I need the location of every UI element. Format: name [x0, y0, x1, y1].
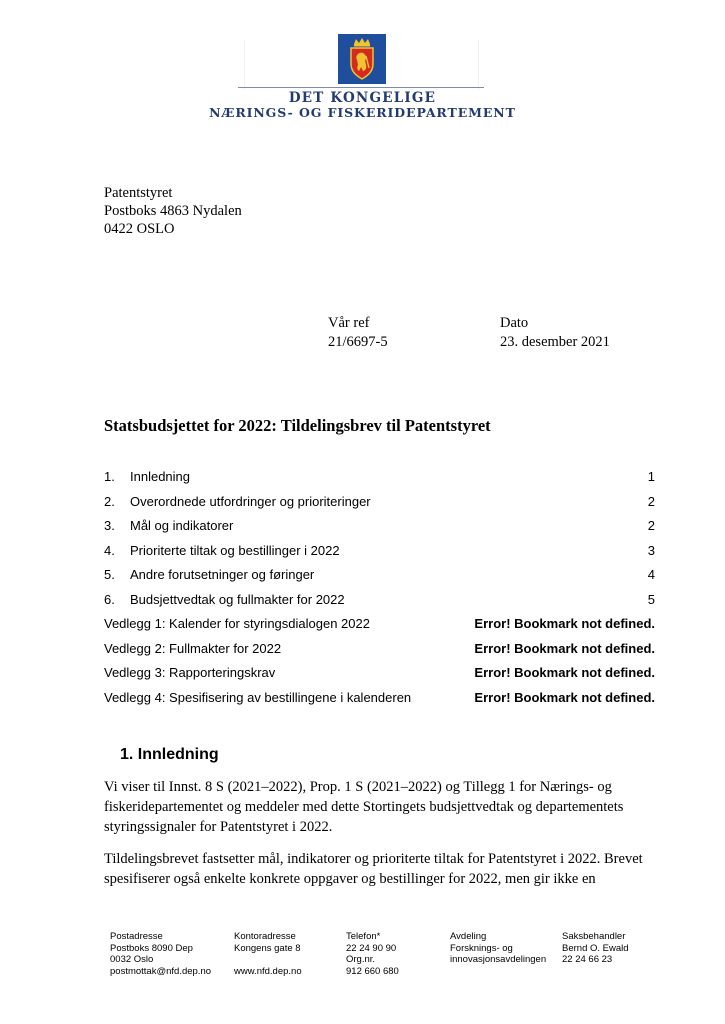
footer-line: innovasjonsavdelingen	[450, 954, 547, 966]
toc-label: Prioriterte tiltak og bestillinger i 2022	[130, 542, 340, 558]
toc-number: 4.	[104, 542, 115, 558]
toc-number: 1.	[104, 469, 115, 484]
footer-postal	[110, 931, 211, 977]
footer-office	[234, 931, 302, 977]
toc-number: 5.	[104, 567, 115, 582]
paragraph-line: spesifiserer også enkelte konkrete oppgaver og bestillinger for 2022, men gir ikke en	[104, 871, 596, 887]
toc-label: Vedlegg 2: Fullmakter for 2022	[104, 640, 282, 656]
toc-number: 3.	[104, 518, 115, 533]
toc-label: Overordnede utfordringer og prioriteringer	[130, 493, 371, 509]
recipient-street: Postboks 4863 Nydalen	[104, 203, 242, 219]
footer-case-officer	[562, 931, 629, 966]
toc-page: Error! Bookmark not defined.	[474, 640, 655, 656]
footer-line: Bernd O. Ewald	[562, 942, 629, 954]
toc-entry[interactable]	[104, 564, 655, 589]
ministry-name-line2: NÆRINGS- OG FISKERIDEPARTEMENT	[209, 105, 516, 120]
letterhead	[0, 0, 725, 130]
footer-label: Saksbehandler	[562, 931, 626, 942]
toc-label: Vedlegg 3: Rapporteringskrav	[104, 665, 276, 680]
document-title: Statsbudsjettet for 2022: Tildelingsbrev til Patentstyret	[104, 416, 491, 435]
date-value: 23. desember 2021	[500, 334, 610, 350]
header-rule	[238, 87, 484, 88]
paragraph-line: styringssignaler for Patentstyret i 2022.	[104, 819, 333, 835]
coat-of-arms-icon	[338, 34, 386, 84]
footer-label: Postadresse	[110, 931, 163, 942]
toc-label: Vedlegg 1: Kalender for styringsdialogen 2022	[104, 616, 370, 631]
footer-line: Org.nr.	[346, 954, 376, 966]
footer-line: 912 660 680	[346, 965, 399, 977]
section-heading: 1. Innledning	[120, 746, 219, 763]
toc-entry[interactable]	[104, 662, 655, 687]
toc-entry[interactable]	[104, 687, 655, 712]
footer-website[interactable]: www.nfd.dep.no	[234, 965, 302, 977]
toc-page: 3	[647, 542, 655, 558]
divider	[244, 40, 245, 90]
footer-email[interactable]: postmottak@nfd.dep.no	[110, 965, 212, 977]
ministry-name-line1: DET KONGELIGE	[288, 90, 437, 106]
toc-page: Error! Bookmark not defined.	[474, 665, 655, 680]
toc-page: Error! Bookmark not defined.	[474, 689, 655, 705]
toc-label: Budsjettvedtak og fullmakter for 2022	[130, 591, 345, 607]
toc-page: Error! Bookmark not defined.	[474, 616, 655, 631]
toc-number: 6.	[104, 591, 115, 607]
toc-label: Andre forutsetninger og føringer	[130, 567, 315, 582]
ref-value: 21/6697-5	[328, 334, 388, 350]
footer-line: Forsknings- og	[450, 942, 513, 954]
toc-entry[interactable]	[104, 491, 655, 516]
toc-label: Vedlegg 4: Spesifisering av bestillingene i kalenderen	[104, 689, 412, 705]
toc-entry[interactable]	[104, 638, 655, 663]
toc-number: 2.	[104, 493, 115, 509]
footer-label: Telefon*	[346, 931, 381, 942]
toc-page: 2	[647, 493, 655, 509]
toc-page: 4	[647, 567, 655, 582]
footer-label: Avdeling	[450, 931, 487, 942]
toc-page: 1	[647, 469, 655, 484]
table-of-contents	[104, 466, 655, 711]
paragraph	[104, 849, 659, 889]
paragraph	[104, 777, 659, 837]
footer-line: 22 24 66 23	[562, 954, 613, 966]
footer-phone	[346, 931, 399, 977]
footer-line	[234, 954, 302, 966]
toc-entry[interactable]	[104, 515, 655, 540]
footer-department	[450, 931, 546, 966]
footer-line: 0032 Oslo	[110, 954, 154, 966]
reference-block	[328, 314, 388, 352]
toc-entry[interactable]	[104, 613, 655, 638]
recipient-city: 0422 OSLO	[104, 221, 175, 237]
paragraph-line: fiskeridepartementet og meddeler med dette Stortingets budsjettvedtak og departementets	[104, 799, 624, 815]
toc-page: 5	[647, 591, 655, 607]
date-block	[500, 314, 610, 352]
toc-label: Mål og indikatorer	[130, 518, 234, 533]
toc-page: 2	[647, 518, 655, 533]
recipient-address	[104, 184, 242, 238]
date-label: Dato	[500, 315, 529, 331]
recipient-name: Patentstyret	[104, 185, 173, 201]
ref-label: Vår ref	[328, 315, 370, 331]
divider	[478, 40, 479, 90]
paragraph-line: Tildelingsbrevet fastsetter mål, indikatorer og prioriterte tiltak for Patentstyret i 2022. Brevet	[104, 851, 643, 867]
footer-line: Kongens gate 8	[234, 942, 301, 954]
paragraph-line: Vi viser til Innst. 8 S (2021–2022), Prop. 1 S (2021–2022) og Tillegg 1 for Nærings- og	[104, 779, 612, 795]
footer-line: 22 24 90 90	[346, 942, 397, 954]
toc-label: Innledning	[130, 469, 190, 484]
footer-line: Postboks 8090 Dep	[110, 942, 193, 954]
toc-entry[interactable]	[104, 466, 655, 491]
toc-entry[interactable]	[104, 589, 655, 614]
toc-entry[interactable]	[104, 540, 655, 565]
footer-label: Kontoradresse	[234, 931, 296, 942]
